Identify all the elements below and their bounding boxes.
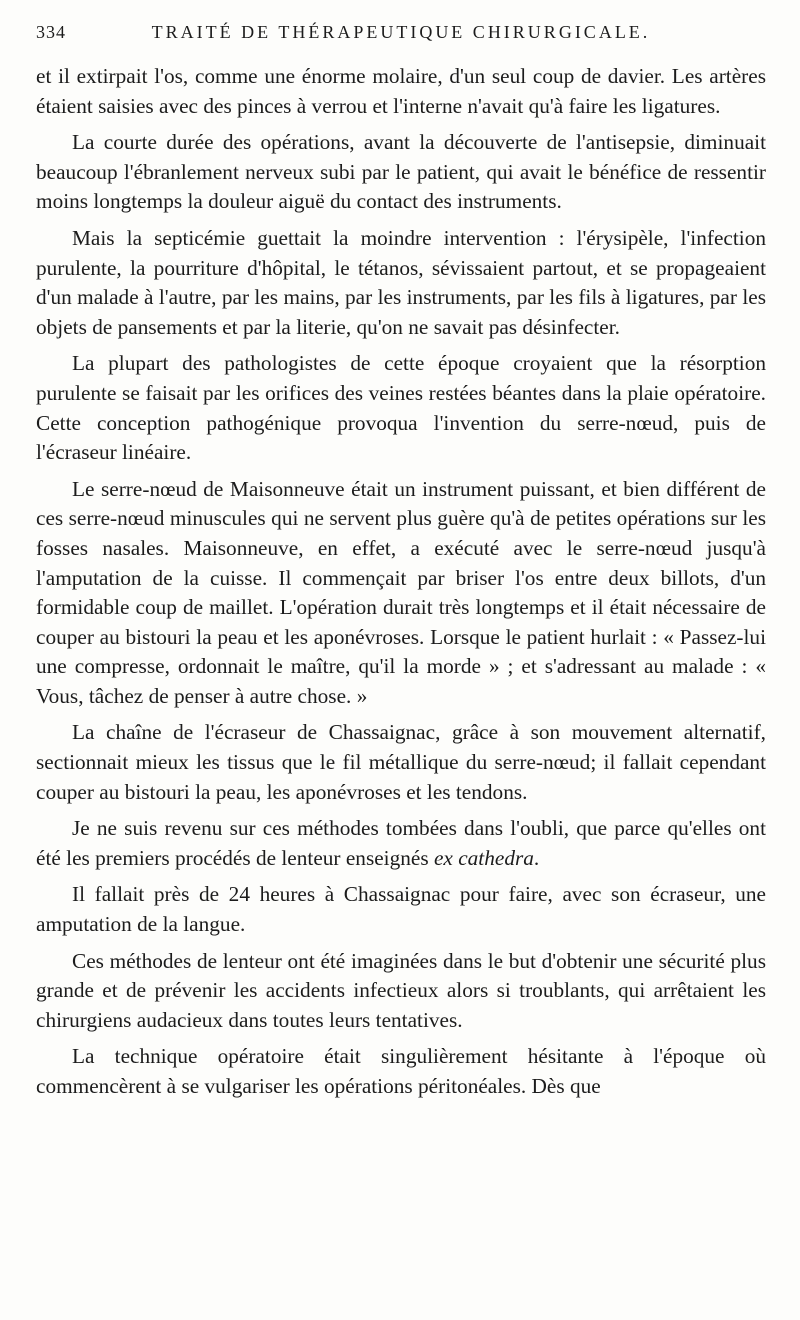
page-number: 334 [36,22,66,42]
paragraph-7-text: Je ne suis revenu sur ces méthodes tombées dans l'oubli, que parce qu'elles ont été les premiers procédés de lenteur enseignés [36,816,766,870]
paragraph-7-end: . [533,845,540,870]
paragraph-1: et il extirpait l'os, comme une énorme molaire, d'un seul coup de davier. Les artères étaient saisies avec des pinces à verrou et l'interne n'avait qu'à faire les ligatures. [36,64,766,118]
paragraph-2: La courte durée des opérations, avant la découverte de l'antisepsie, diminuait beaucoup l'ébranlement nerveux subi par le patient, qui avait le bénéfice de ressentir moins longtemps la douleur aiguë du contact des instruments. [36,130,766,214]
body-text [36,62,766,1102]
paragraph-9: Ces méthodes de lenteur ont été imaginées dans le but d'obtenir une sécurité plus grande et de prévenir les accidents infectieux alors si troublants, qui arrêtaient les chirurgiens audacieux dans toutes leurs tentatives. [36,948,766,1032]
paragraph-4: La plupart des pathologistes de cette époque croyaient que la résorption purulente se faisait par les orifices des veines restées béantes dans la plaie opératoire. Cette conception pathogénique provoqua l'invention du serre-nœud, puis de l'écraseur linéaire. [36,351,766,465]
paragraph-10: La technique opératoire était singulièrement hésitante à l'époque où commencèrent à se vulgariser les opérations péritonéales. Dès que [36,1044,766,1098]
paragraph-8: Il fallait près de 24 heures à Chassaignac pour faire, avec son écraseur, une amputation de la langue. [36,882,766,937]
paragraph-3: Mais la septicémie guettait la moindre intervention : l'érysipèle, l'infection purulente, la pourriture d'hôpital, le tétanos, sévissaient partout, et se propageaient d'un malade à l'autre, par les mains, par les instruments, par les fils à ligatures, par les objets de pansements et par la literie, qu'on ne savait pas désinfecter. [36,225,766,339]
paragraph-7 [36,814,766,873]
paragraph-5: Le serre-nœud de Maisonneuve était un instrument puissant, et bien différent de ces serre-nœud minuscules qui ne servent plus guère qu'à de petites opérations sur les fosses nasales. Maisonneuve, en effet, a exécuté avec le serre-nœud jusqu'à l'amputation de la cuisse. Il commençait par briser l'os entre deux billots, d'un formidable coup de maillet. L'opération durait très longtemps et il était nécessaire de couper au bistouri la peau et les aponévroses. Lorsque le patient hurlait : « Passez-lui une compresse, ordonnait le maître, qu'il la morde » ; et s'adressant au malade : « Vous, tâchez de penser à autre chose. » [36,476,766,708]
running-title: TRAITÉ DE THÉRAPEUTIQUE CHIRURGICALE. [151,22,651,42]
latin-phrase: ex cathedra [433,845,534,870]
paragraph-6: La chaîne de l'écraseur de Chassaignac, grâce à son mouvement alternatif, sectionnait mieux les tissus que le fil métallique du serre-nœud; il fallait cependant couper au bistouri la peau, les aponévroses et les tendons. [36,720,766,804]
running-header [36,22,766,58]
